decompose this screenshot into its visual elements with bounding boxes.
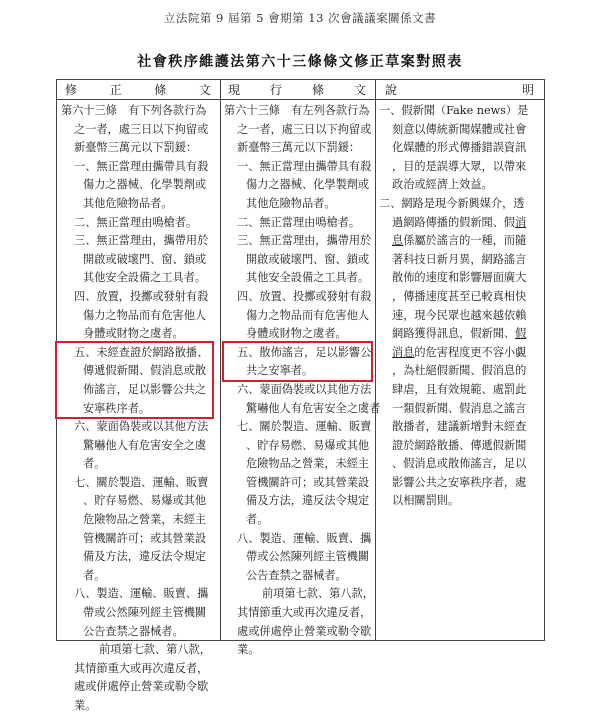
text-line: 管機關許可；或其營業設 <box>246 475 370 489</box>
text-line: 傷力之物品而有危害他人 <box>83 308 207 322</box>
text-line: 、貯存易燃、易爆或其他 <box>83 494 207 508</box>
text-line: 三、無正當理由，攜帶用於 <box>74 234 209 248</box>
text-line: ，目的是誤導大眾，以帶來 <box>392 159 527 173</box>
text-line: ，傳播速度甚至已較真相快 <box>392 289 527 303</box>
text-line: 新臺幣三萬元以下罰鍰： <box>74 141 198 155</box>
text-line: 八、製造、運輸、販賣、攜 <box>74 587 209 601</box>
text-line: 危險物品之營業，未經主 <box>83 513 207 527</box>
text-line: 第六十三條 有左列各款行為 <box>224 104 370 117</box>
document-title: 社會秩序維護法第六十三條條文修正草案對照表 <box>137 54 463 70</box>
text-line: 二、無正當理由鳴槍者。 <box>237 215 361 229</box>
explanation-text-column <box>379 102 544 511</box>
text-line: 業。 <box>237 643 260 657</box>
current-column-header <box>220 80 375 100</box>
highlight-box-current-item-5 <box>222 341 373 382</box>
text-line: 六、蒙面偽裝或以其他方法 <box>74 420 209 434</box>
text-line: 第六十三條 有下列各款行為 <box>61 104 207 117</box>
text-line: 一、無正當理由攜帶具有殺 <box>74 159 209 173</box>
text-line: ，為杜絕假新聞、假消息的 <box>392 364 527 378</box>
text-line: 安寧秩序者。 <box>83 401 151 415</box>
header-char: 文 <box>198 83 212 97</box>
text-line: 其情節重大或再次違反者， <box>237 606 372 620</box>
column-divider <box>375 80 376 640</box>
text-line: 其他危險物品者。 <box>246 196 336 210</box>
text-line: 消息的危害程度更不容小覷 <box>392 345 527 359</box>
column-divider <box>220 80 221 640</box>
text-line: 其他安全設備之工具者。 <box>83 271 207 285</box>
page-header: 立法院第 9 屆第 5 會期第 13 次會議議案關係文書 <box>163 11 437 25</box>
text-line: 三、無正當理由，攜帶用於 <box>237 234 372 248</box>
comparison-table <box>56 79 545 712</box>
text-line: 四、放置，投擲或發射有殺 <box>74 289 209 303</box>
header-char: 條 <box>311 83 325 97</box>
text-line: 化媒體的形式傳播錯誤資訊 <box>392 141 527 155</box>
header-char: 明 <box>521 83 535 97</box>
text-line: 息係屬於謠言的一種，而隨 <box>392 234 527 248</box>
highlight-box-amended-item-5 <box>55 341 214 419</box>
text-line: 業。 <box>74 699 97 712</box>
header-char: 說 <box>385 83 399 97</box>
text-line: 其他危險物品者。 <box>83 196 173 210</box>
text-line: 散佈的速度和影響層面廣大 <box>392 271 527 285</box>
text-line: 七、關於製造、運輸、販賣 <box>237 420 372 434</box>
text-line: 二、網路是現今新興媒介，透 <box>379 196 525 210</box>
text-line: 帶或公然陳列經主管機關 <box>246 550 370 564</box>
text-line: 公告查禁之器械者。 <box>83 624 184 638</box>
header-char: 條 <box>154 83 168 97</box>
text-line: 者。 <box>246 513 269 527</box>
header-char: 行 <box>269 83 283 97</box>
text-line: 政治或經濟上效益。 <box>392 178 493 192</box>
text-line: 八、製造、運輸、販賣、攜 <box>237 531 372 545</box>
text-line: 網路獲得訊息，假新聞、假 <box>392 327 527 341</box>
text-line: 驚嚇他人有危害安全之虞者 <box>246 401 381 415</box>
text-line: 證於網路散播、傳遞假新聞 <box>392 438 527 452</box>
underlined-text: 消息 <box>392 345 415 359</box>
text-line: 傷力之物品而有危害他人 <box>246 308 370 322</box>
underlined-text: 息 <box>392 234 404 248</box>
text-line: 肆虐，且有效規範、處罰此 <box>392 382 527 396</box>
text-line: 驚嚇他人有危害安全之虞 <box>83 438 207 452</box>
text-line: 四、放置、投擲或發射有殺 <box>237 289 372 303</box>
text-line: 備及方法，違反法令規定 <box>246 494 370 508</box>
text-line: 傷力之器械、化學製劑或 <box>246 178 370 192</box>
header-char: 現 <box>228 83 242 97</box>
text-line: 新臺幣三萬元以下罰鍰： <box>237 141 361 155</box>
text-line: 六、蒙面偽裝或以其他方法 <box>237 382 372 396</box>
text-line: 二、無正當理由鳴槍者。 <box>74 215 198 229</box>
text-line: 七、關於製造、運輸、販賣 <box>74 475 209 489</box>
text-line: 身體或財物之虞者。 <box>246 327 347 341</box>
text-line: 佈謠言，足以影響公共之 <box>83 382 207 396</box>
text-line: 之一者，處三日以下拘留或 <box>237 122 372 136</box>
text-line: 開啟或破壞門、窗、鎖或 <box>83 252 207 266</box>
header-char: 修 <box>65 83 79 97</box>
text-line: 公告查禁之器械者。 <box>246 568 347 582</box>
text-line: 傷力之器械、化學製劑或 <box>83 178 207 192</box>
text-line: 共之安寧者。 <box>246 364 314 378</box>
text-line: 管機關許可；或其營業設 <box>83 531 207 545</box>
text-line: 之一者，處三日以下拘留或 <box>74 122 209 136</box>
text-line: 其他安全設備之工具者。 <box>246 271 370 285</box>
text-line: 處或併處停止營業或勒令歇 <box>74 680 209 694</box>
text-line: 、貯存易燃、易爆或其他 <box>246 438 370 452</box>
text-line: 傳遞假新聞、假消息或散 <box>83 364 207 378</box>
text-line: 一、無正當理由攜帶具有殺 <box>237 159 372 173</box>
text-line: 者。 <box>83 568 106 582</box>
text-line: 處或併處停止營業或勒令歇 <box>237 624 372 638</box>
text-line: 其情節重大或再次違反者， <box>74 661 209 675</box>
text-line: 一、假新聞（Fake news）是 <box>379 104 529 117</box>
amended-column-header <box>57 80 220 100</box>
text-line: 一類假新聞、假消息之謠言 <box>392 401 527 415</box>
text-line: 速，現今民眾也越來越依賴 <box>392 308 527 322</box>
text-line: 者。 <box>83 457 106 471</box>
text-line: 影響公共之安寧秩序者，處 <box>392 475 527 489</box>
text-line: 過網路傳播的假新聞、假消 <box>392 215 527 229</box>
explanation-column-header <box>375 80 545 100</box>
text-line: 以相關罰則。 <box>392 494 460 508</box>
header-char: 文 <box>353 83 367 97</box>
text-line: 五、未經查證於網路散播、 <box>74 345 209 359</box>
text-line: 危險物品之營業，未經主 <box>246 457 370 471</box>
underlined-text: 假 <box>515 327 527 341</box>
text-line: 前項第七款、第八款， <box>262 587 374 601</box>
text-line: 備及方法，違反法令規定 <box>83 550 207 564</box>
text-line: 五、散佈謠言，足以影響公 <box>237 345 372 359</box>
text-line: 前項第七款、第八款， <box>99 643 211 657</box>
text-line: 散播者，建議新增對未經查 <box>392 420 527 434</box>
text-line: 身體或財物之虞者。 <box>83 327 184 341</box>
header-char: 正 <box>109 83 123 97</box>
text-line: 開啟或破壞門、窗、鎖或 <box>246 252 370 266</box>
text-line: 帶或公然陳列經主管機關 <box>83 606 207 620</box>
text-line: 刻意以傳統新聞媒體或社會 <box>392 122 527 136</box>
text-line: 著科技日新月異，網路謠言 <box>392 252 527 266</box>
underlined-text: 消 <box>515 215 527 229</box>
text-line: 、假消息或散佈謠言，足以 <box>392 457 527 471</box>
